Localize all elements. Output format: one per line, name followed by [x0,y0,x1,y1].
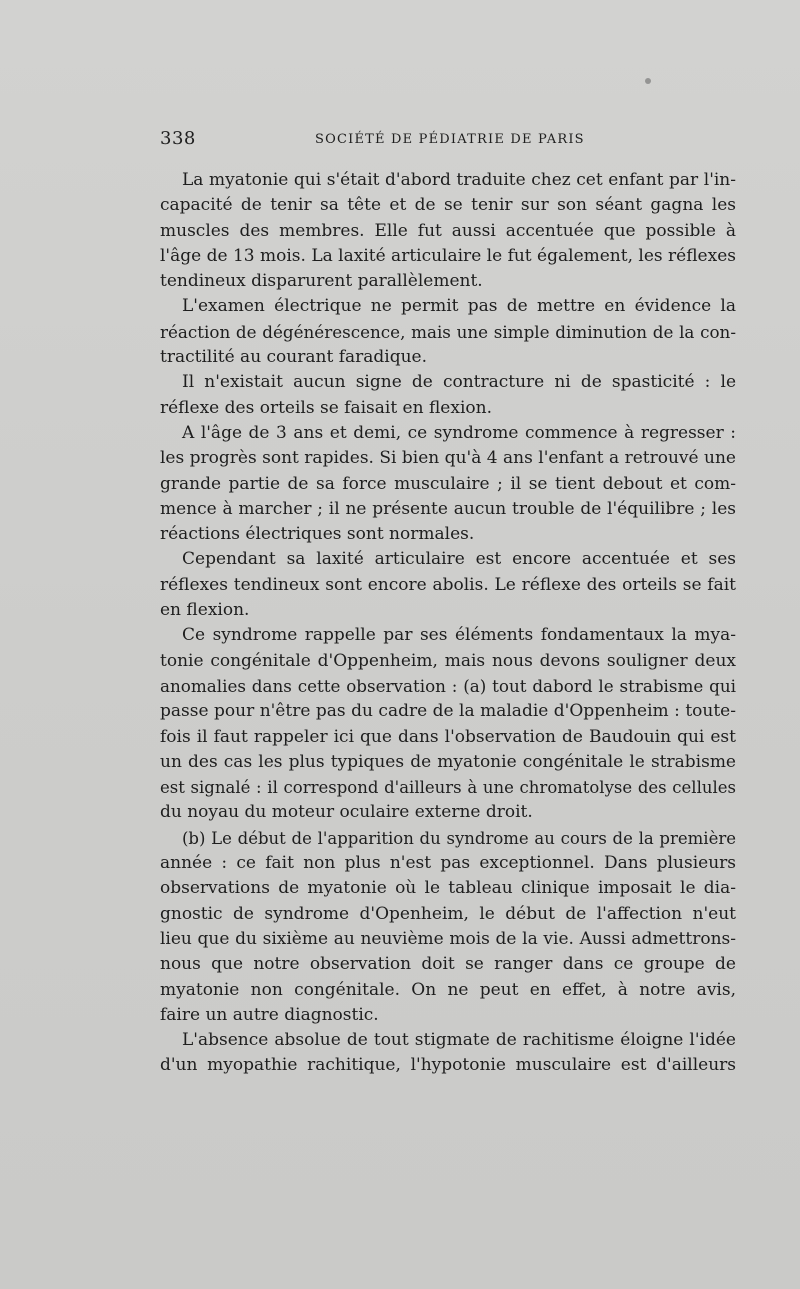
text-line: tractilité au courant faradique. [160,347,427,368]
text-line: passe pour n'être pas du cadre de la maladie d'Oppenheim : toute- [160,701,736,722]
text-line: d'un myopathie rachitique, l'hypotonie musculaire est d'ailleurs [160,1055,736,1076]
text-line: (b) Le début de l'apparition du syndrome au cours de la première [182,828,736,848]
text-line: Cependant sa laxité articulaire est encore accentuée et ses [182,549,736,570]
page-number: 338 [160,128,196,149]
text-line: L'examen électrique ne permit pas de mettre en évidence la [182,296,736,317]
text-line: réflexe des orteils se faisait en flexion. [160,397,492,418]
text-line: mence à marcher ; il ne présente aucun trouble de l'équilibre ; les [160,498,736,519]
text-line: La myatonie qui s'était d'abord traduite chez cet enfant par l'in- [182,170,736,190]
text-line: A l'âge de 3 ans et demi, ce syndrome commence à regresser : [182,422,736,443]
text-line: grande partie de sa force musculaire ; il se tient debout et com- [160,473,736,494]
text-line: un des cas les plus typiques de myatonie congénitale le strabisme [160,751,736,772]
text-line: muscles des membres. Elle fut aussi accentuée que possible à [160,220,736,241]
text-line: Il n'existait aucun signe de contracture ni de spasticité : le [182,372,736,393]
text-line: réaction de dégénérescence, mais une simple diminution de la con- [160,321,736,342]
text-line: lieu que du sixième au neuvième mois de la vie. Aussi admettrons- [160,928,736,949]
text-line: est signalé : il correspond d'ailleurs à une chromatolyse des cellules [160,778,736,798]
text-line: faire un autre diagnostic. [160,1004,379,1025]
text-line: l'âge de 13 mois. La laxité articulaire le fut également, les réflexes [160,245,736,266]
text-line: réactions électriques sont normales. [160,524,475,545]
text-line: anomalies dans cette observation : (a) tout dabord le strabisme qui [160,675,736,696]
text-line: capacité de tenir sa tête et de se tenir sur son séant gagna les [160,195,736,216]
text-line: en flexion. [160,600,250,621]
text-line: L'absence absolue de tout stigmate de rachitisme éloigne l'idée [182,1030,736,1051]
page-header [160,128,736,156]
running-title: SOCIÉTÉ DE PÉDIATRIE DE PARIS [315,132,585,147]
text-line: les progrès sont rapides. Si bien qu'à 4 ans l'enfant a retrouvé une [160,448,736,469]
text-line: myatonie non congénitale. On ne peut en effet, à notre avis, [160,979,736,1000]
text-line: fois il faut rappeler ici que dans l'observation de Baudouin qui est [160,726,736,747]
body-text [160,168,736,1079]
text-line: nous que notre observation doit se ranger dans ce groupe de [160,954,736,975]
text-line: tonie congénitale d'Oppenheim, mais nous devons souligner deux [160,650,736,671]
text-line: observations de myatonie où le tableau clinique imposait le dia- [160,878,736,899]
text-line: année : ce fait non plus n'est pas exceptionnel. Dans plusieurs [160,853,736,874]
text-line: réflexes tendineux sont encore abolis. Le réflexe des orteils se fait [160,574,736,595]
ink-speck [645,78,651,84]
text-line: tendineux disparurent parallèlement. [160,271,483,292]
text-line: gnostic de syndrome d'Openheim, le début de l'affection n'eut [160,903,736,924]
text-line: du noyau du moteur oculaire externe droit. [160,802,533,823]
text-line: Ce syndrome rappelle par ses éléments fondamentaux la mya- [182,625,736,646]
